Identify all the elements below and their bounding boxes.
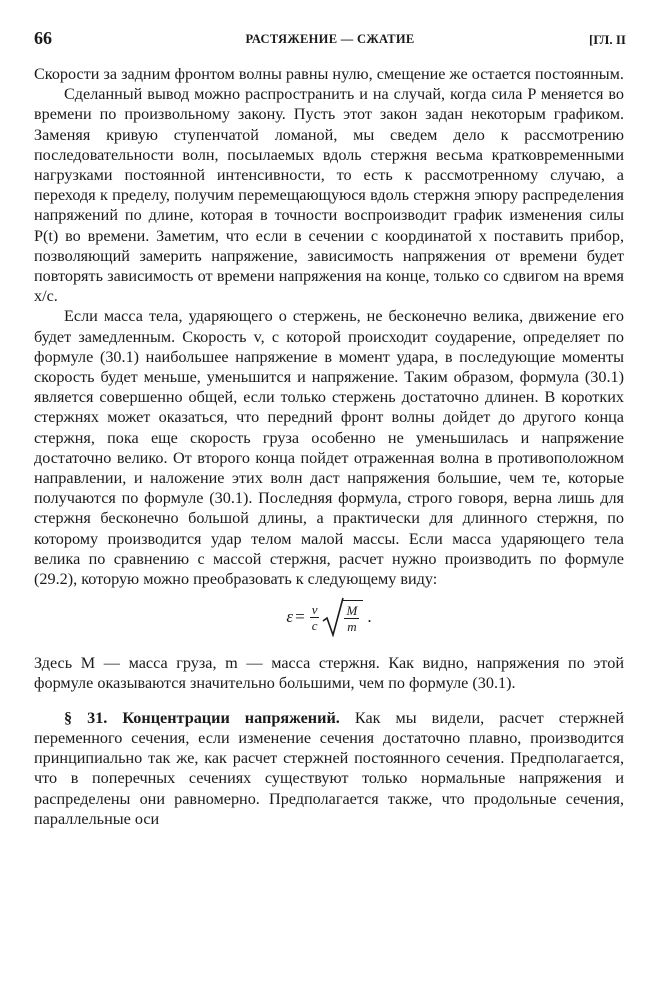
- formula-sqrt: [322, 597, 363, 637]
- formula-fraction: [310, 602, 320, 633]
- chapter-label: [ГЛ. II: [589, 32, 626, 47]
- paragraph-4: Здесь M — масса груза, m — масса стержня. Как видно, напряжения по этой формуле оказываются значительно большими, чем по формуле (30.1).: [34, 654, 624, 693]
- paragraph-1: Скорости за задним фронтом волны равны нулю, смещение же остается постоянным.: [34, 65, 624, 83]
- formula-root-num: M: [346, 603, 358, 619]
- formula-root-den: m: [347, 619, 357, 635]
- page-body: [34, 64, 624, 829]
- page-header: [34, 26, 626, 54]
- formula-end: .: [367, 607, 372, 627]
- formula-equals: =: [295, 607, 305, 627]
- sqrt-sign-icon: [322, 597, 344, 637]
- page-number: 66: [34, 28, 52, 48]
- section-title: § 31. Концентрации напряжений.: [64, 708, 340, 727]
- running-title: РАСТЯЖЕНИЕ — СЖАТИЕ: [245, 32, 415, 46]
- formula-lhs: ε: [286, 607, 294, 627]
- formula-block: [34, 597, 624, 641]
- paragraph-5-text: Как мы видели, расчет стержней переменного сечения, если изменение сечения достаточно плавно, производится принципиально так же, как расчет стержней постоянного сечения. Предполагается, что в поперечных сечениях существуют только нормальные напряжения и распределены они равномерно. Предполагается также, что продольные сечения, параллельные оси: [34, 708, 624, 828]
- formula-frac-den: c: [311, 617, 318, 633]
- paragraph-2: Сделанный вывод можно распространить и на случай, когда сила P меняется во времени по произвольному закону. Пусть этот закон задан некоторым графиком. Заменяя кривую ступенчатой ломаной, мы сведем дело к рассмотрению последовательности волн, посылаемых вдоль стержня весьма кратковременными нагрузками постоянной интенсивности, то есть к рассмотренному случаю, а переходя к пределу, получим перемещающуюся вдоль стержня эпюру распределения напряжений по длине, которая в точности воспроизводит график изменения силы P(t) во времени. Заметим, что если в сечении с координатой x поставить прибор, позволяющий замерить напряжение, зависимость напряжения от времени будет повторять зависимость от времени напряжения на конце, только со сдвигом на время x/c.: [34, 85, 624, 306]
- paragraph-5: [34, 708, 624, 829]
- formula-frac-num: v: [311, 601, 318, 617]
- paragraph-3: Если масса тела, ударяющего о стержень, не бесконечно велика, движение его будет замедленным. Скорость v, с которой происходит соударение, определяет по формуле (30.1) наибольшее напряжение в момент удара, в последующие моменты скорость будет меньше, уменьшится и напряжение. Таким образом, формула (30.1) является совершенно общей, если только стержень достаточно длинен. В коротких стержнях может оказаться, что передний фронт волны дойдет до другого конца стержня, пока еще скорость груза особенно не уменьшилась и напряжение достаточно велико. От второго конца пойдет отраженная волна в противоположном направлении, и наложение этих волн даст напряжения большие, чем те, которые получаются по формуле (30.1). Последняя формула, строго говоря, верна лишь для стержня бесконечно большой длины, а практически для длинного стержня, по которому производится удар телом малой массы. Если масса ударяющего тела велика по сравнению с массой стержня, расчет нужно производить по формуле (29.2), которую можно преобразовать к следующему виду:: [34, 307, 624, 589]
